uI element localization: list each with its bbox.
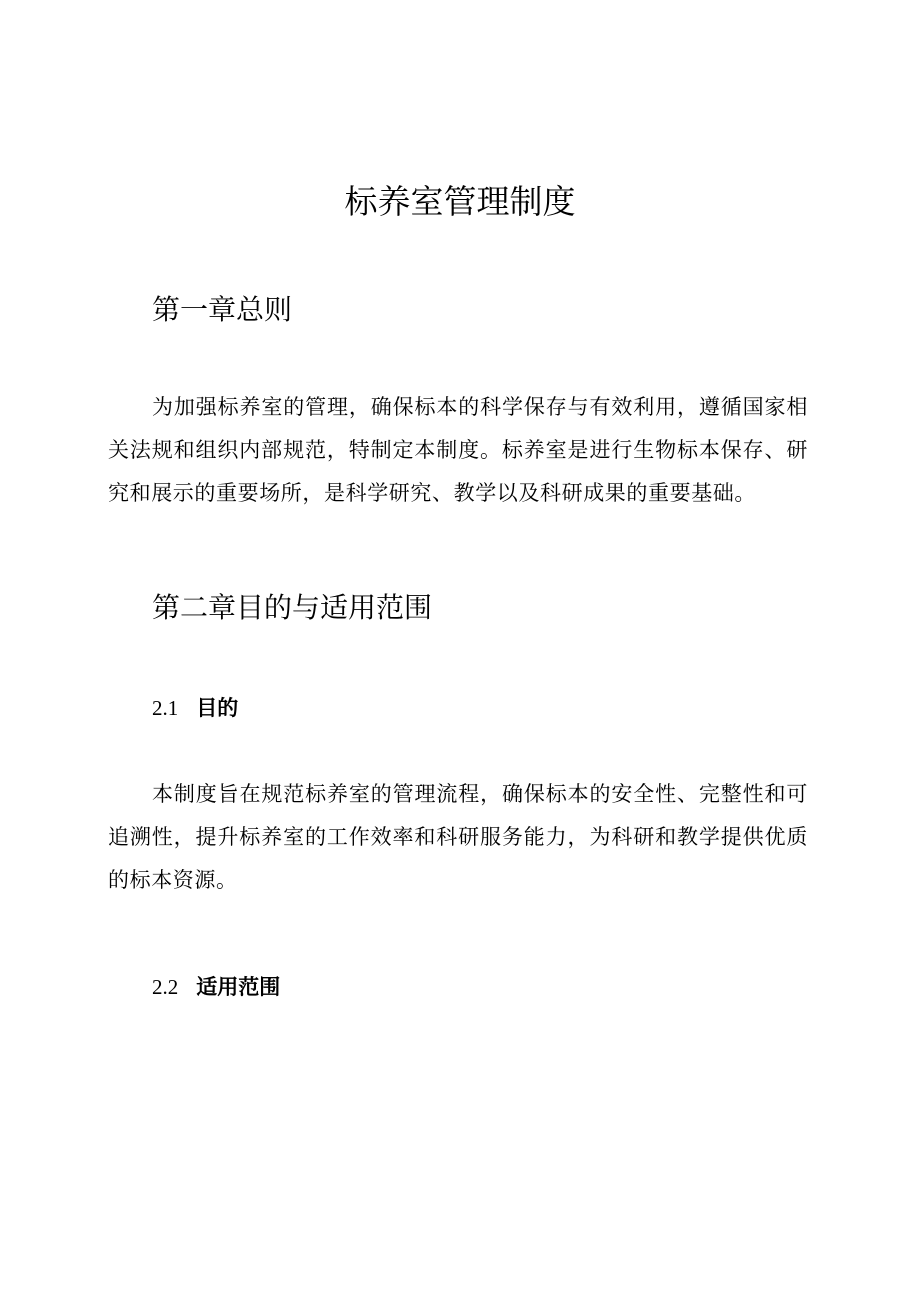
chapter-2-heading: 第二章目的与适用范围 <box>152 591 433 624</box>
chapter-1-paragraph: 为加强标养室的管理，确保标本的科学保存与有效利用，遵循国家相关法规和组织内部规范，特制定本制度。标养室是进行生物标本保存、研究和展示的重要场所，是科学研究、教学以及科研成果的重要基础。 <box>108 395 808 505</box>
section-2-2-heading <box>152 971 280 1003</box>
section-2-2-title: 适用范围 <box>196 975 281 999</box>
chapter-1-heading: 第一章总则 <box>152 293 293 326</box>
section-2-1-number: 2.1 <box>152 696 179 720</box>
section-2-1-heading <box>152 692 238 724</box>
section-2-1-paragraph: 本制度旨在规范标养室的管理流程，确保标本的安全性、完整性和可追溯性，提升标养室的工作效率和科研服务能力，为科研和教学提供优质的标本资源。 <box>108 782 808 892</box>
document-title: 标养室管理制度 <box>344 182 576 221</box>
section-2-2-number: 2.2 <box>152 975 179 999</box>
section-2-1-title: 目的 <box>196 696 239 720</box>
